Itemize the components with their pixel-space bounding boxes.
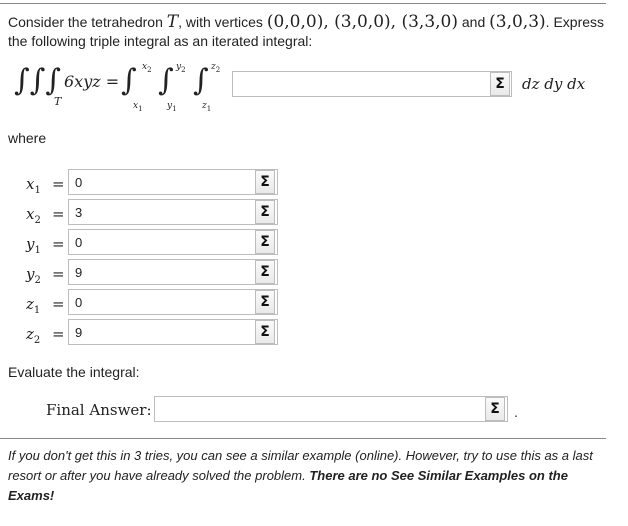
bottom-divider <box>0 438 606 439</box>
integrand-input[interactable] <box>232 71 512 97</box>
z1-sigma-button[interactable]: Σ <box>255 290 275 314</box>
lower-limit-x: $x_1$ <box>133 101 143 113</box>
differentials: dz dy dx <box>522 75 586 93</box>
integral-sign-z: ∫ <box>193 63 209 98</box>
final-answer-input[interactable] <box>154 396 508 422</box>
triple-integral-sign: ∫∫∫ <box>14 63 61 98</box>
evaluate-label: Evaluate the integral: <box>8 364 140 380</box>
upper-limit-x: $x_2$ <box>142 62 152 74</box>
lower-limit-z: $z_1$ <box>202 101 212 113</box>
hint-note: If you don't get this in 3 tries, you can see a similar example (online). However, try to use this as a last resort or after you have already solved the problem. There are no See Similar Examples on the Exams! <box>8 448 593 503</box>
y1-sigma-button[interactable]: Σ <box>255 230 275 254</box>
x2-sigma-button[interactable]: Σ <box>255 200 275 224</box>
final-answer-label: Final Answer: <box>46 401 152 419</box>
upper-limit-z: $z_2$ <box>211 62 221 74</box>
final-answer-period: . <box>514 404 518 420</box>
integral-sign-y: ∫ <box>158 63 174 98</box>
z2-input[interactable] <box>68 319 278 345</box>
vertices: (0,0,0), (3,0,0), (3,3,0) <box>266 12 458 32</box>
problem-line-1: Consider the tetrahedron T, with vertices (0,0,0), (3,0,0), (3,3,0) and (3,0,3). Express <box>8 12 605 32</box>
y2-sigma-button[interactable]: Σ <box>255 260 275 284</box>
z2-sigma-button[interactable]: Σ <box>255 320 275 344</box>
integrand: 6xyz = <box>64 72 120 91</box>
z1-input[interactable] <box>68 289 278 315</box>
integrand-sigma-button[interactable]: Σ <box>490 72 510 96</box>
integral-sign-x: ∫ <box>121 63 137 98</box>
problem-line-2: the following triple integral as an iterated integral: <box>8 33 313 49</box>
exam-warning: There are no See Similar Examples on the Exams! <box>8 468 568 503</box>
final-answer-sigma-button[interactable]: Σ <box>485 397 505 421</box>
x1-input[interactable] <box>68 169 278 195</box>
top-divider <box>0 3 606 4</box>
lower-limit-y: $y_1$ <box>167 101 177 113</box>
last-vertex: (3,0,3) <box>489 12 546 32</box>
x1-sigma-button[interactable]: Σ <box>255 170 275 194</box>
region-symbol: T <box>166 12 179 32</box>
where-label: where <box>8 130 47 146</box>
region-subscript: T <box>54 95 62 108</box>
upper-limit-y: $y_2$ <box>176 62 186 74</box>
y2-input[interactable] <box>68 259 278 285</box>
x2-input[interactable] <box>68 199 278 225</box>
y1-input[interactable] <box>68 229 278 255</box>
